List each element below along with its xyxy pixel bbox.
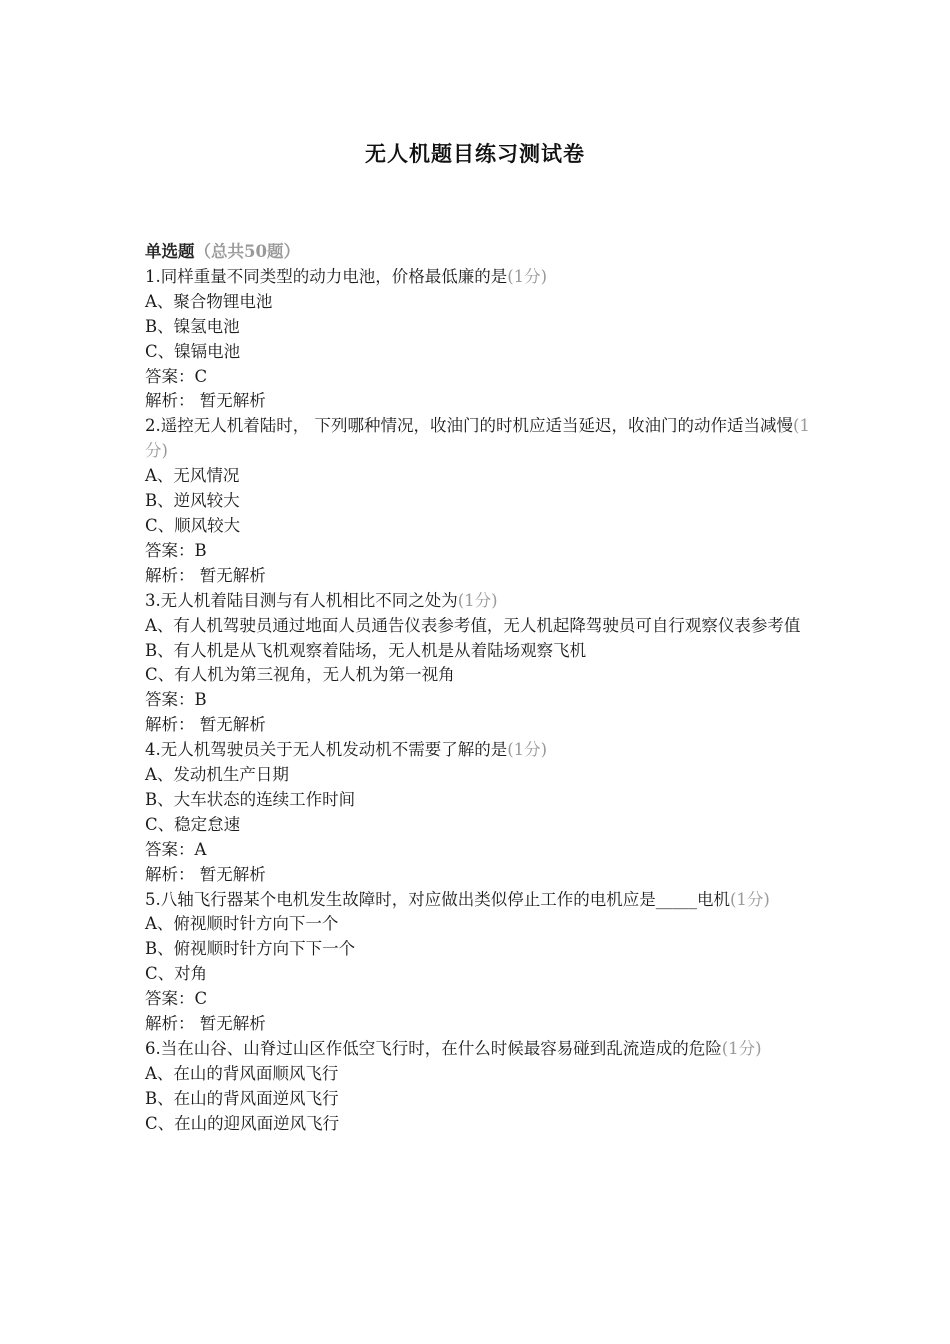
question-score: (1分): [721, 1039, 762, 1058]
question-score: (1分): [507, 266, 548, 286]
option-a: A、在山的背风面顺风飞行: [145, 1063, 339, 1083]
question-list: [145, 240, 810, 1137]
option-c: C、在山的迎风面逆风飞行: [145, 1113, 340, 1133]
answer: 答案：B: [145, 690, 207, 710]
option-c: C、顺风较大: [145, 515, 241, 535]
option-c: C、有人机为第三视角，无人机为第一视角: [145, 665, 455, 685]
option-b: B、俯视顺时针方向下下一个: [145, 939, 356, 959]
question-score: (1分): [730, 889, 770, 909]
answer: 答案：B: [145, 540, 207, 560]
question-score: (1分): [145, 416, 810, 461]
question-stem: 1.同样重量不同类型的动力电池，价格最低廉的是(1分): [145, 266, 548, 286]
analysis: 解析： 暂无解析: [145, 391, 266, 411]
option-b: B、逆风较大: [145, 491, 240, 511]
option-a: A、聚合物锂电池: [145, 291, 273, 311]
option-b: B、镍氢电池: [145, 316, 240, 336]
answer: 答案：A: [145, 839, 207, 859]
answer: 答案：C: [145, 366, 208, 386]
section-count-note: （总共50题）: [194, 242, 300, 261]
analysis: 解析： 暂无解析: [145, 1014, 266, 1034]
option-c: C、对角: [145, 964, 208, 984]
question-stem: 2.遥控无人机着陆时， 下列哪种情况，收油门的时机应适当延迟，收油门的动作适当减慢(1分): [145, 416, 810, 461]
option-a: A、有人机驾驶员通过地面人员通告仪表参考值，无人机起降驾驶员可自行观察仪表参考值: [145, 615, 801, 635]
option-b: B、在山的背风面逆风飞行: [145, 1088, 339, 1108]
question-stem: 6.当在山谷、山脊过山区作低空飞行时，在什么时候最容易碰到乱流造成的危险(1分): [145, 1039, 762, 1058]
question-score: (1分): [457, 590, 498, 610]
option-b: B、有人机是从飞机观察着陆场，无人机是从着陆场观察飞机: [145, 640, 587, 660]
option-a: A、俯视顺时针方向下一个: [145, 914, 339, 934]
option-c: C、镍镉电池: [145, 341, 241, 361]
option-a: A、发动机生产日期: [145, 765, 289, 785]
question-score: (1分): [507, 740, 548, 760]
question-stem: 4.无人机驾驶员关于无人机发动机不需要了解的是(1分): [145, 740, 548, 760]
section-heading: [145, 240, 810, 265]
analysis: 解析： 暂无解析: [145, 715, 266, 735]
analysis: 解析： 暂无解析: [145, 864, 266, 884]
document-title: 无人机题目练习测试卷: [365, 141, 585, 166]
option-b: B、大车状态的连续工作时间: [145, 789, 356, 809]
question-stem: 5.八轴飞行器某个电机发生故障时，对应做出类似停止工作的电机应是_____电机(1分): [145, 889, 770, 909]
option-a: A、无风情况: [145, 466, 240, 486]
answer: 答案：C: [145, 989, 208, 1009]
question-stem: 3.无人机着陆目测与有人机相比不同之处为(1分): [145, 590, 498, 610]
section-label: 单选题: [145, 242, 195, 261]
option-c: C、稳定怠速: [145, 814, 241, 834]
analysis: 解析： 暂无解析: [145, 565, 266, 585]
